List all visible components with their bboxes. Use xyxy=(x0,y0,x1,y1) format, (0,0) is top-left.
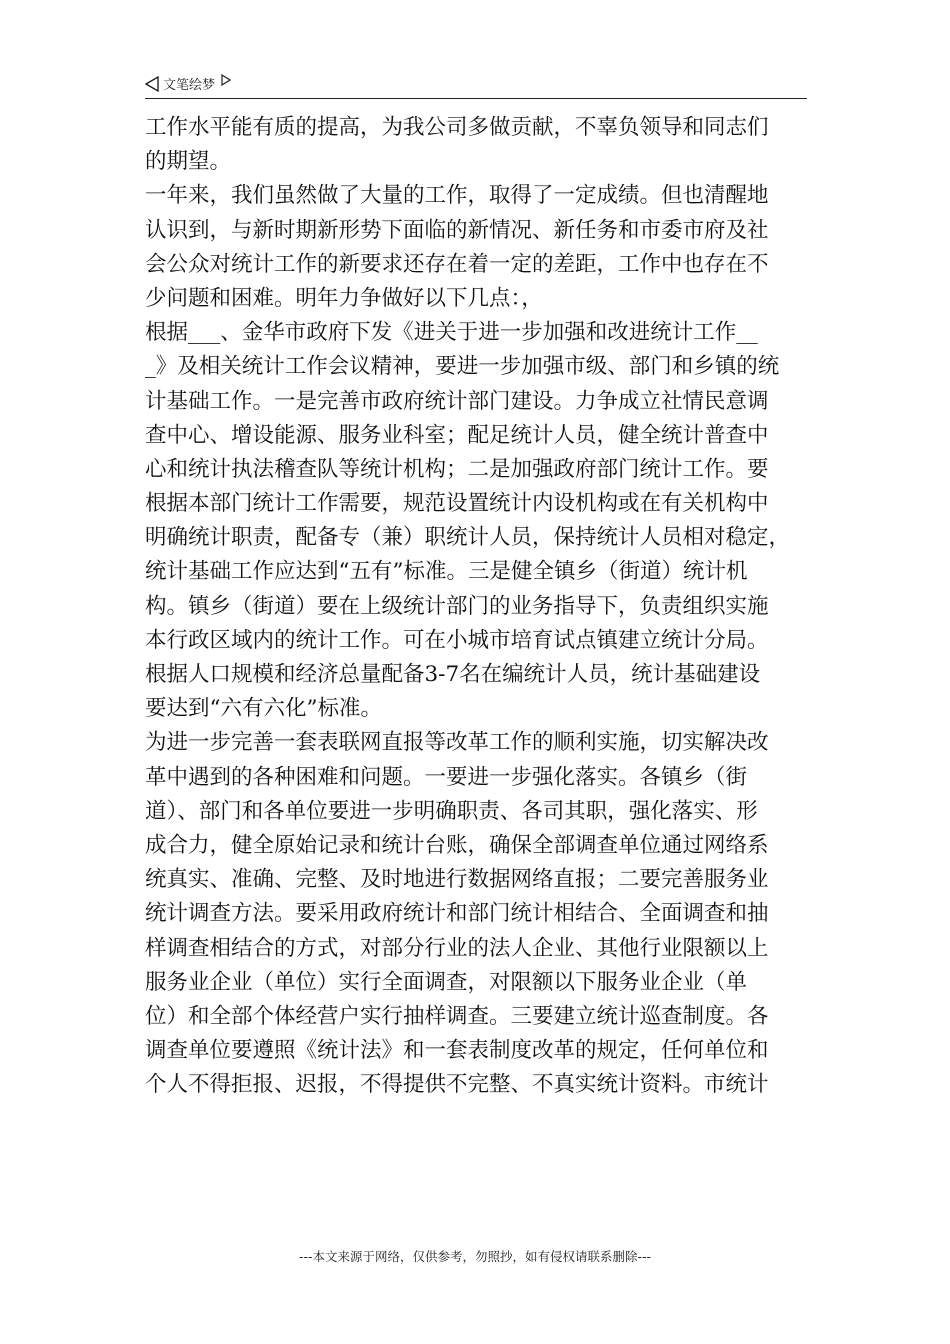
text-line: 工作水平能有质的提高，为我公司多做贡献，不辜负领导和同志们 xyxy=(145,115,769,140)
text-line: 道）、部门和各单位要进一步明确职责、各司其职，强化落实、形 xyxy=(145,798,758,824)
triangle-left-icon xyxy=(145,76,159,92)
text-line: 样调查相结合的方式，对部分行业的法人企业、其他行业限额以上 xyxy=(145,935,769,961)
text-line: 为进一步完善一套表联网直报等改革工作的顺利实施，切实解决改 xyxy=(145,730,769,756)
text-line: 位）和全部个体经营户实行抽样调查。三要建立统计巡查制度。各 xyxy=(145,1003,769,1029)
text-line: 统计基础工作应达到“五有”标准。三是健全镇乡（街道）统计机 xyxy=(145,559,748,585)
text-line: 心和统计执法稽查队等统计机构；二是加强政府部门统计工作。要 xyxy=(145,456,769,482)
text-line: 计基础工作。一是完善市政府统计部门建设。力争成立社情民意调 xyxy=(145,388,769,414)
text-line: 根据___、金华市政府下发《进关于进一步加强和改进统计工作__ xyxy=(145,320,758,346)
text-line: 服务业企业（单位）实行全面调查，对限额以下服务业企业（单 xyxy=(145,969,748,995)
footer-disclaimer: ---本文来源于网络，仅供参考，勿照抄，如有侵权请联系删除--- xyxy=(298,1249,652,1264)
text-line: 查中心、增设能源、服务业科室；配足统计人员，健全统计普查中 xyxy=(145,422,769,448)
text-line: 构。镇乡（街道）要在上级统计部门的业务指导下，负责组织实施 xyxy=(145,593,769,619)
text-line: _》及相关统计工作会议精神，要进一步加强市级、部门和乡镇的统 xyxy=(145,354,780,380)
document-body xyxy=(145,111,807,1102)
text-line: 少问题和困难。明年力争做好以下几点：， xyxy=(145,285,543,311)
text-line: 统真实、准确、完整、及时地进行数据网络直报；二要完善服务业 xyxy=(145,867,769,893)
text-line: 本行政区域内的统计工作。可在小城市培育试点镇建立统计分局。 xyxy=(145,627,769,653)
text-line: 成合力，健全原始记录和统计台账，确保全部调查单位通过网络系 xyxy=(145,832,769,858)
page-header xyxy=(145,70,807,99)
text-line: 革中遇到的各种困难和问题。一要进一步强化落实。各镇乡（街 xyxy=(145,764,748,790)
header-brand xyxy=(145,74,231,93)
text-line: 认识到，与新时期新形势下面临的新情况、新任务和市委市府及社 xyxy=(145,217,769,243)
triangle-right-icon xyxy=(221,74,231,86)
text-line: 的期望。 xyxy=(145,149,232,175)
text-line: 明确统计职责，配备专（兼）职统计人员，保持统计人员相对稳定， xyxy=(145,525,791,551)
text-line: 根据人口规模和经济总量配备3-7名在编统计人员，统计基础建设 xyxy=(145,662,761,687)
text-line: 要达到“六有六化”标准。 xyxy=(145,696,382,722)
text-line: 个人不得拒报、迟报，不得提供不完整、不真实统计资料。市统计 xyxy=(145,1072,769,1098)
text-line: 一年来，我们虽然做了大量的工作，取得了一定成绩。但也清醒地 xyxy=(145,183,769,209)
text-line: 调查单位要遵照《统计法》和一套表制度改革的规定，任何单位和 xyxy=(145,1038,769,1064)
text-line: 会公众对统计工作的新要求还存在着一定的差距，工作中也存在不 xyxy=(145,251,769,277)
text-line: 统计调查方法。要采用政府统计和部门统计相结合、全面调查和抽 xyxy=(145,901,769,927)
text-line: 根据本部门统计工作需要，规范设置统计内设机构或在有关机构中 xyxy=(145,491,769,517)
header-brand-text: 文笔绘梦 xyxy=(163,78,216,93)
